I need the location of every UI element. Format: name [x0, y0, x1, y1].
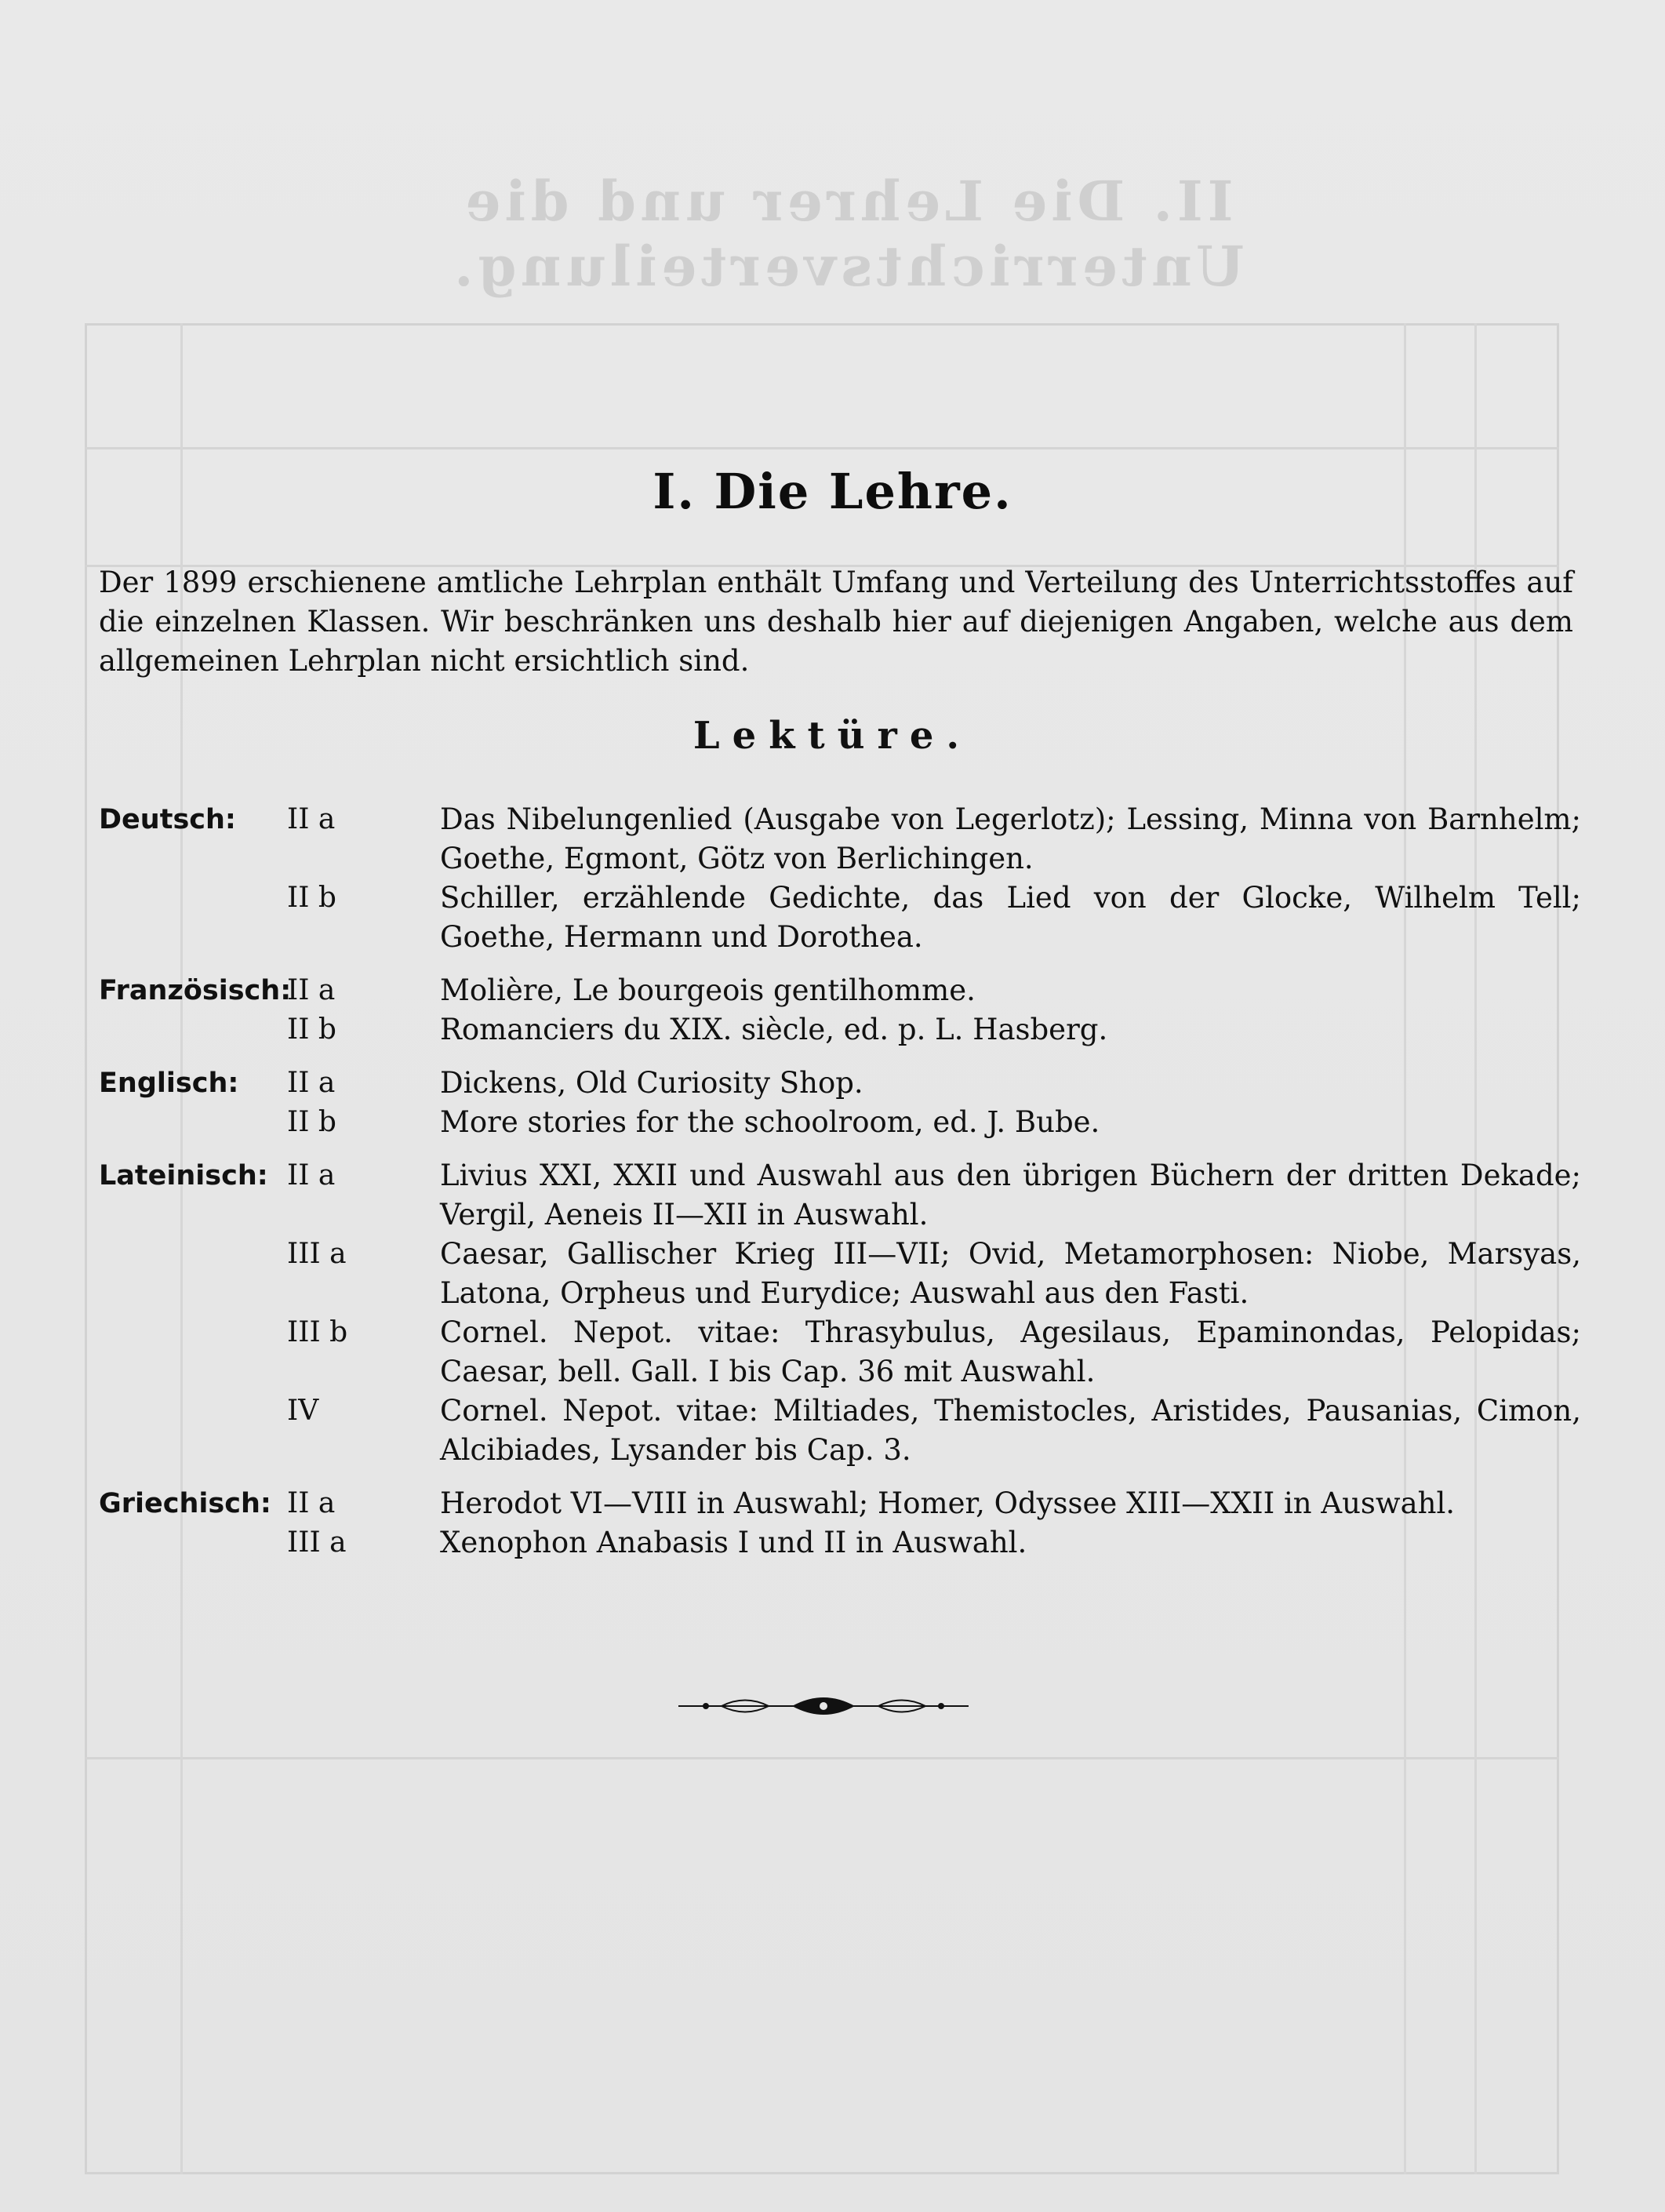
class-label: II a [287, 1067, 336, 1099]
list-item [99, 1235, 1581, 1313]
list-item [99, 1064, 1581, 1103]
class-label: II b [287, 1013, 336, 1046]
class-label: IV [287, 1395, 319, 1427]
list-item [99, 1392, 1581, 1470]
list-item [99, 1484, 1581, 1523]
class-label: II a [287, 803, 336, 835]
reading-list [99, 800, 1581, 1563]
reading-text: Livius XXI, XXII und Auswahl aus den übrigen Büchern der dritten Dekade; Vergil, Aeneis II—XII in Auswahl. [440, 1159, 1581, 1232]
subject-label: Französisch: [99, 975, 292, 1006]
class-label: II a [287, 1487, 336, 1519]
reading-text: Cornel. Nepot. vitae: Miltiades, Themistocles, Aristides, Pausanias, Cimon, Alcibiades, Lysander bis Cap. 3. [440, 1394, 1581, 1467]
reading-text: Caesar, Gallischer Krieg III—VII; Ovid, Metamorphosen: Niobe, Marsyas, Latona, Orpheus und Eurydice; Auswahl aus den Fasti. [440, 1237, 1581, 1310]
list-item [99, 1156, 1581, 1235]
reading-text: Molière, Le bourgeois gentilhomme. [440, 973, 976, 1007]
list-item [99, 800, 1581, 879]
class-label: III a [287, 1526, 347, 1559]
bleed-through-rule [85, 447, 1559, 449]
reading-text: Xenophon Anabasis I und II in Auswahl. [440, 1526, 1027, 1559]
list-item [99, 879, 1581, 957]
reading-text: Dickens, Old Curiosity Shop. [440, 1066, 863, 1100]
list-item [99, 1313, 1581, 1392]
list-item [99, 1010, 1581, 1050]
reading-text: Das Nibelungenlied (Ausgabe von Legerlotz); Lessing, Minna von Barnhelm; Goethe, Egmont, Götz von Berlichingen. [440, 802, 1581, 875]
list-item [99, 1103, 1581, 1142]
bleed-through-heading: II. Die Lehrer und die Unterrichtsverteilung. [449, 169, 1245, 299]
list-item [99, 1523, 1581, 1563]
subject-label: Englisch: [99, 1068, 239, 1099]
reading-text: Schiller, erzählende Gedichte, das Lied von der Glocke, Wilhelm Tell; Goethe, Hermann und Dorothea. [440, 881, 1581, 954]
class-label: III a [287, 1238, 347, 1270]
class-label: II b [287, 1106, 336, 1138]
class-label: II a [287, 1159, 336, 1191]
class-label: II a [287, 974, 336, 1006]
subject-label: Griechisch: [99, 1488, 271, 1519]
reading-text: Cornel. Nepot. vitae: Thrasybulus, Agesilaus, Epaminondas, Pelopidas; Caesar, bell. Gall. I bis Cap. 36 mit Auswahl. [440, 1315, 1581, 1388]
reading-text: Romanciers du XIX. siècle, ed. p. L. Hasberg. [440, 1013, 1108, 1046]
section-heading: Lektüre. [693, 714, 972, 758]
subject-label: Deutsch: [99, 804, 236, 835]
subject-label: Lateinisch: [99, 1160, 268, 1191]
bleed-through-rule [85, 1757, 1559, 1759]
page-title: I. Die Lehre. [653, 463, 1012, 520]
intro-paragraph: Der 1899 erschienene amtliche Lehrplan enthält Umfang und Verteilung des Unterrichtsstoffes auf die einzelnen Klassen. Wir beschränken uns deshalb hier auf diejenigen Angaben, welche aus dem allgemeinen Lehrplan nicht ersichtlich sind. [99, 566, 1573, 678]
ornament-divider [674, 1690, 972, 1722]
list-item [99, 971, 1581, 1010]
class-label: II b [287, 882, 336, 914]
class-label: III b [287, 1316, 348, 1348]
reading-text: More stories for the schoolroom, ed. J. Bube. [440, 1105, 1100, 1139]
reading-text: Herodot VI—VIII in Auswahl; Homer, Odyssee XIII—XXII in Auswahl. [440, 1486, 1456, 1520]
